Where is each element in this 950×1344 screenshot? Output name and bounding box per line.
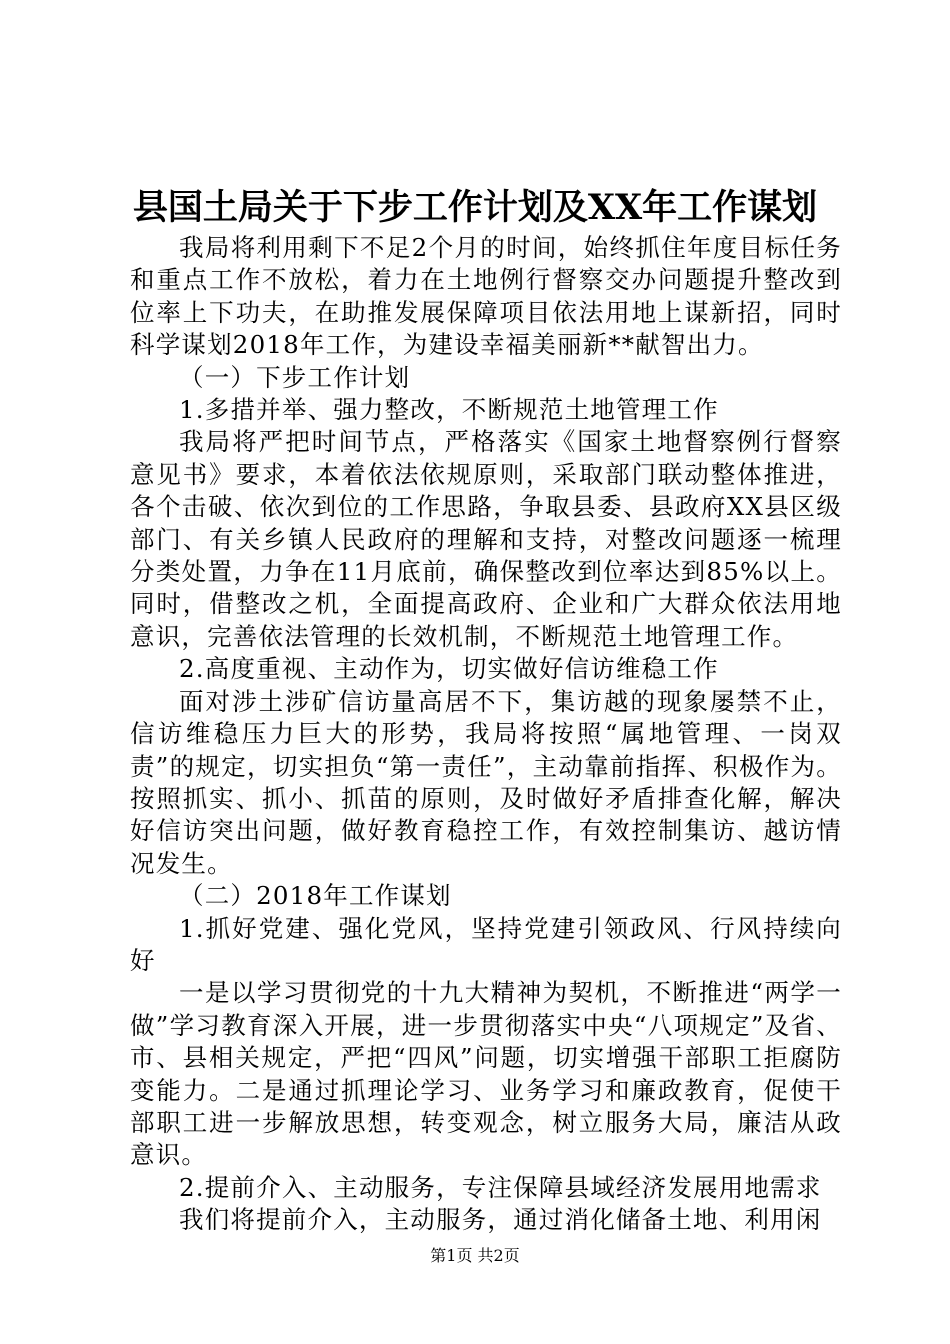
subheading-land-management: 1.多措并举、强力整改，不断规范土地管理工作 bbox=[179, 395, 719, 425]
document-body bbox=[130, 232, 842, 1237]
paragraph-intro: 我局将利用剩下不足2个月的时间，始终抓住年度目标任务和重点工作不放松，着力在土地例行督察交办问题提升整改到位率上下功夫，在助推发展保障项目依法用地上谋新招，同时科学谋划2018年工作，为建设幸福美丽新**献智出力。 bbox=[130, 233, 842, 360]
page-footer: 第1页 共2页 bbox=[430, 1246, 520, 1265]
subheading-petition: 2.高度重视、主动作为，切实做好信访维稳工作 bbox=[179, 654, 719, 684]
document-title: 县国土局关于下步工作计划及XX年工作谋划 bbox=[132, 187, 818, 228]
subheading-party-building: 1.抓好党建、强化党风，坚持党建引领政风、行风持续向好 bbox=[130, 913, 842, 975]
paragraph-petition: 面对涉土涉矿信访量高居不下，集访越的现象屡禁不止，信访维稳压力巨大的形势，我局将按照“属地管理、一岗双责”的规定，切实担负“第一责任”，主动靠前指挥、积极作为。按照抓实、抓小、抓苗的原则，及时做好矛盾排查化解，解决好信访突出问题，做好教育稳控工作，有效控制集访、越访情况发生。 bbox=[130, 686, 842, 878]
paragraph-service: 我们将提前介入，主动服务，通过消化储备土地、利用闲 bbox=[179, 1205, 822, 1235]
section-heading-2018: （二）2018年工作谋划 bbox=[179, 881, 452, 911]
section-heading-plan: （一）下步工作计划 bbox=[179, 362, 411, 392]
subheading-service: 2.提前介入、主动服务，专注保障县域经济发展用地需求 bbox=[179, 1172, 822, 1202]
paragraph-party-building: 一是以学习贯彻党的十九大精神为契机，不断推进“两学一做”学习教育深入开展，进一步贯彻落实中央“八项规定”及省、市、县相关规定，严把“四风”问题，切实增强干部职工拒腐防变能力。二是通过抓理论学习、业务学习和廉政教育，促使干部职工进一步解放思想，转变观念，树立服务大局，廉洁从政意识。 bbox=[130, 978, 842, 1170]
paragraph-land-management: 我局将严把时间节点，严格落实《国家土地督察例行督察意见书》要求，本着依法依规原则，采取部门联动整体推进，各个击破、依次到位的工作思路，争取县委、县政府XX县区级部门、有关乡镇人民政府的理解和支持，对整改问题逐一梳理分类处置，力争在11月底前，确保整改到位率达到85%以上。同时，借整改之机，全面提高政府、企业和广大群众依法用地意识，完善依法管理的长效机制，不断规范土地管理工作。 bbox=[130, 427, 842, 651]
